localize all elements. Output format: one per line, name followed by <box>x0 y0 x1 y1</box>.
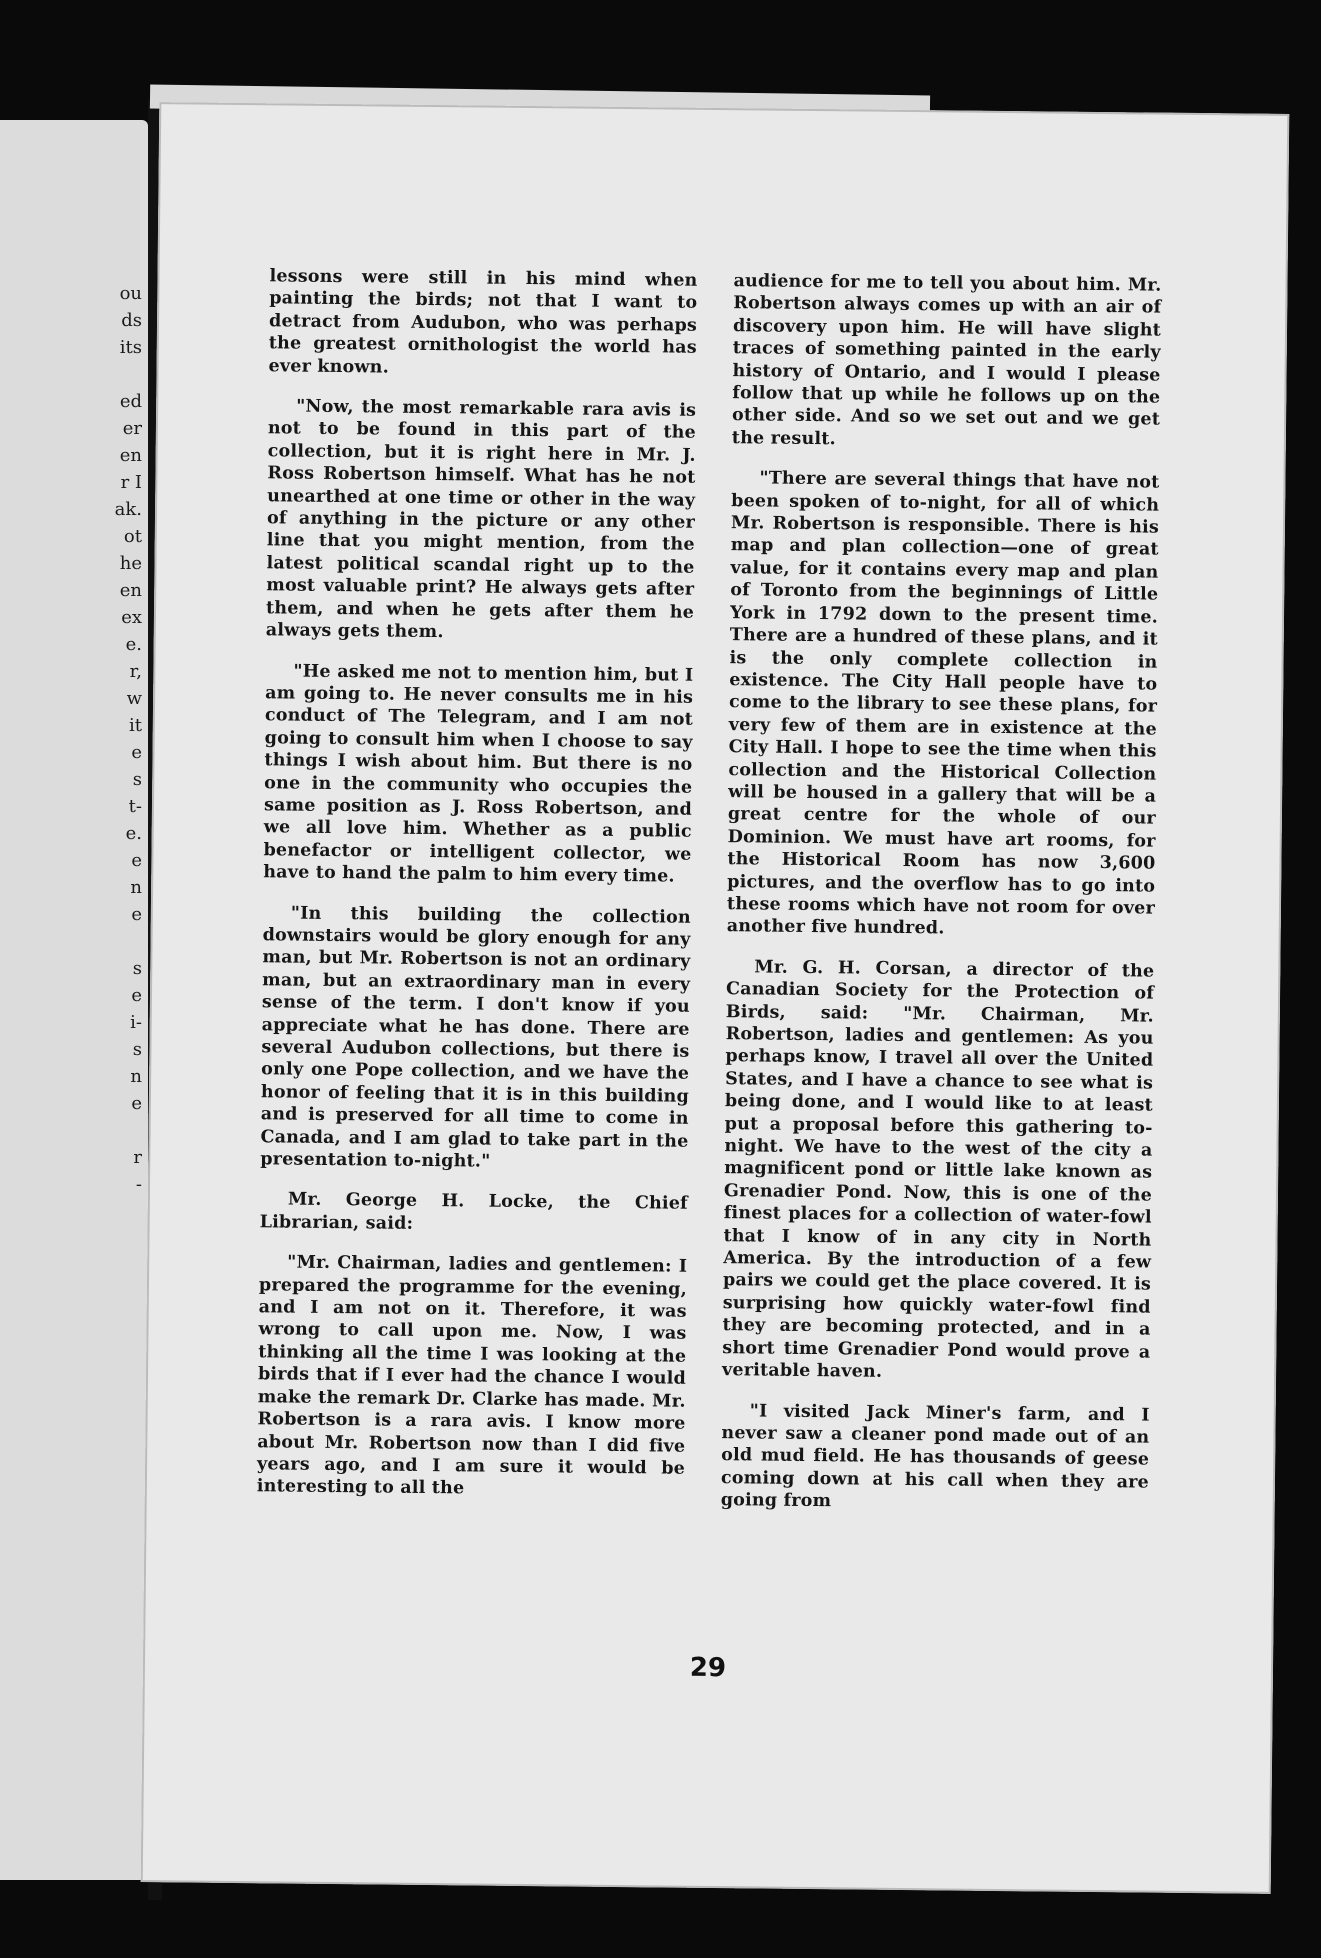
paragraph: "I visited Jack Miner's farm, and I never saw a cleaner pond made out of an old mud field. He has thousands of geese coming down at his call when they are going from <box>720 1400 1150 1512</box>
right-column <box>720 270 1161 1534</box>
left-page-edge <box>0 120 148 1880</box>
paragraph: "He asked me not to mention him, but I am going to. He never consults me in his conduct of The Telegram, and I am not going to consult him when I choose to say things I wish about him. But there is no one in the community who occupies the same position as J. Ross Robertson, and we all love him. Whether as a public benefactor or intelligent collector, we have to hand the palm to him every time. <box>263 661 694 887</box>
paragraph: audience for me to tell you about him. Mr. Robertson always comes up with an air of discovery upon him. He will have slight traces of something painted in the early history of Ontario, and I would I please follow that up while he follows up on the other side. And so we set out and we get the result. <box>731 271 1162 450</box>
paragraph: "Mr. Chairman, ladies and gentlemen: I prepared the programme for the evening, and I am not on it. Therefore, it was wrong to call upon me. Now, I was thinking all the time I was looking at the birds that if I ever had the chance I would make the remark Dr. Clarke has made. Mr. Robertson is a rara avis. I know more about Mr. Robertson now than I did five years ago, and I am sure it would be interesting to all the <box>256 1252 688 1499</box>
paragraph: "Now, the most remarkable rara avis is not to be found in this part of the collection, but it is right here in Mr. J. Ross Robertson himself. What has he not unearthed at one time or other in the way of anything in the picture or any other line that you might mention, from the latest political scandal right up to the most valuable print? He always gets after them, and when he gets after them he always gets them. <box>265 396 697 643</box>
paragraph: Mr. G. H. Corsan, a director of the Canadian Society for the Protection of Birds, said: "Mr. Chairman, Mr. Robertson, ladies and gentlemen: As you perhaps know, I travel all over the United States, and I have a chance to see what is being done, and I would like to at least put a proposal before this gathering to-night. We have to the west of the city a magnificent pond or little lake known as Grenadier Pond. Now, this is one of the finest places for a collection of water-fowl that I know of in any city in North America. By the introduction of a few pairs we could get the place covered. It is surprising how quickly water-fowl find they are becoming protected, and in a short time Grenadier Pond would prove a veritable haven. <box>721 957 1155 1382</box>
paragraph: Mr. George H. Locke, the Chief Librarian, said: <box>259 1189 688 1234</box>
paragraph: lessons were still in his mind when painting the birds; not that I want to detract from Audubon, who was perhaps the greatest ornithologist the world has ever known. <box>268 266 698 378</box>
left-column <box>256 265 697 1529</box>
book-page <box>141 102 1290 1894</box>
page-number: 29 <box>689 1652 727 1684</box>
paragraph: "In this building the collection downstairs would be glory enough for any man, but Mr. Robertson is not an ordinary man, but an extraordinary man in every sense of the term. I don't know if you appreciate what he has done. There are several Audubon collections, but there is only one Pope collection, and we have the honor of feeling that it is in this building and is preserved for all time to come in Canada, and I am glad to take part in the presentation to-night." <box>260 903 691 1172</box>
paragraph: "There are several things that have not been spoken of to-night, for all of which Mr. Robertson is responsible. There is his map and plan collection—one of great value, for it contains every map and plan of Toronto from the beginnings of Little York in 1792 down to the present time. There are a hundred of these plans, and it is the only complete collection in existence. The City Hall people have to come to the library to see these plans, for very few of them are in existence at the City Hall. I hope to see the time when this collection and the Historical Collection will be housed in a gallery that will be a great centre for the whole of our Dominion. We must have art rooms, for the Historical Room has now 3,600 pictures, and the overflow has to go into these rooms which have not room for over another five hundred. <box>726 468 1160 939</box>
left-page-text-fragments: ou ds its ed er en r I ak. ot he en ex e. r, w it e s t- e. e n e s e i- s n e r - <box>114 283 142 1195</box>
text-columns <box>256 265 1161 1534</box>
